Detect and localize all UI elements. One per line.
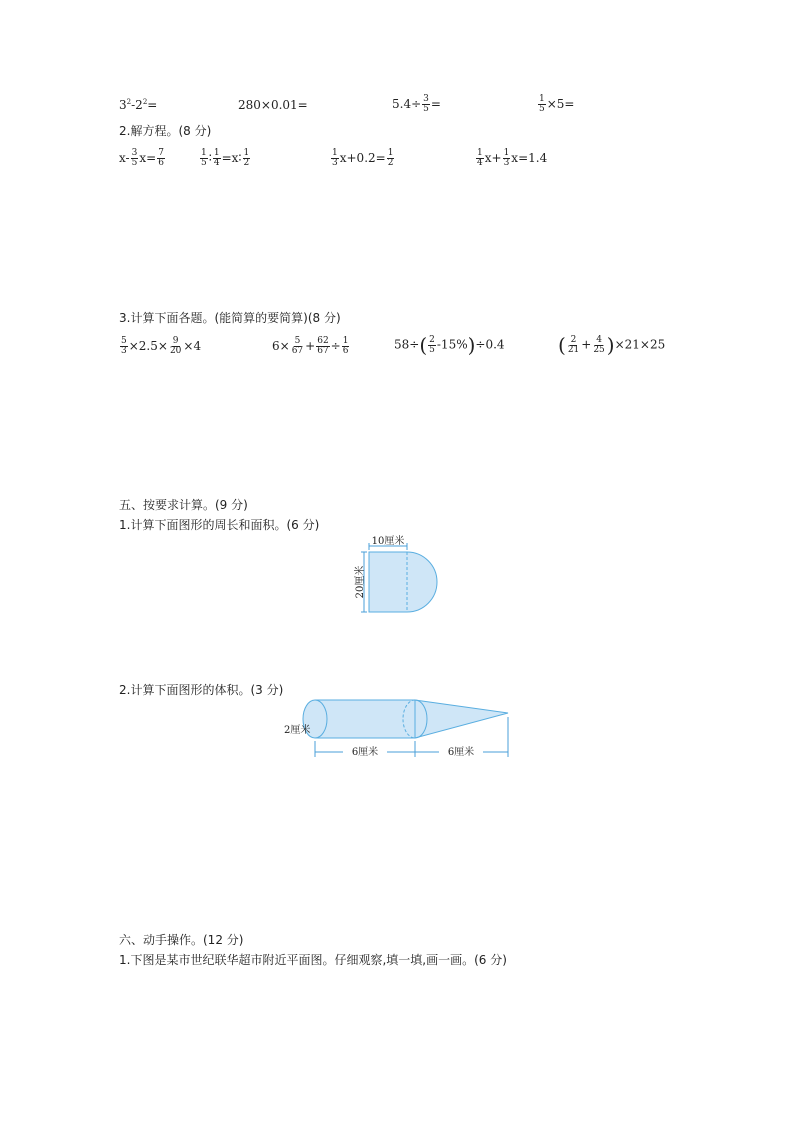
problem-1: $\frac{5}{3}$ ×2.5× $\frac{9}{20}$ ×4 (121, 336, 202, 356)
calc-item-4: $\frac{1}{5}$ ×5= (539, 94, 575, 114)
exponent: 2 (126, 98, 132, 106)
figure-rect-semicircle (350, 530, 450, 620)
equation-1: x- $\frac{3}{5}$ x= $\frac{7}{6}$ (119, 148, 164, 168)
problem-4: ( $\frac{2}{21}$ + $\frac{4}{25}$ )×21×25 (558, 333, 666, 357)
figure-1-top-label: 10厘米 (371, 536, 405, 547)
problem-2: 6× $\frac{5}{67}$ + $\frac{62}{67}$ ÷ $\frac{1}{6}$ (272, 336, 349, 356)
calc-item-1: $3^2-2^2=$ (119, 98, 158, 112)
section-5-q2-heading: 2.计算下面图形的体积。(3 分) (119, 683, 284, 697)
calc-item-2: 280×0.01= (238, 98, 308, 112)
figure-2-dim-label-1: 6厘米 (351, 747, 379, 758)
figure-cylinder-cone (280, 695, 520, 765)
figure-1-side-label: 20厘米 (355, 565, 366, 599)
equation-3: $\frac{1}{3}$ x+0.2= $\frac{1}{2}$ (332, 148, 394, 168)
calc-item-3: 5.4÷ $\frac{3}{5}$ = (392, 94, 441, 114)
equation-2: $\frac{1}{5}$ ∶ $\frac{1}{4}$ =x∶ $\frac{1}{2}$ (201, 148, 250, 168)
section-2-heading: 2.解方程。(8 分) (119, 124, 212, 138)
section-6-q1-heading: 1.下图是某市世纪联华超市附近平面图。仔细观察,填一填,画一画。(6 分) (119, 953, 507, 967)
section-3-heading: 3.计算下面各题。(能简算的要简算)(8 分) (119, 311, 341, 325)
problem-3: 58÷( $\frac{2}{5}$ -15%)÷0.4 (394, 333, 505, 357)
cone-body (415, 700, 508, 738)
section-5-heading: 五、按要求计算。(9 分) (119, 498, 248, 512)
cylinder-body (315, 700, 415, 738)
section-6-heading: 六、动手操作。(12 分) (119, 933, 244, 947)
exponent: 2 (142, 98, 148, 106)
equation-4: $\frac{1}{4}$ x+ $\frac{1}{3}$ x=1.4 (477, 148, 548, 168)
section-5-q1-heading: 1.计算下面图形的周长和面积。(6 分) (119, 518, 320, 532)
figure-1-shape (369, 552, 437, 612)
figure-2-dim-label-2: 6厘米 (447, 747, 475, 758)
figure-2-radius-label: 2厘米 (284, 725, 311, 736)
